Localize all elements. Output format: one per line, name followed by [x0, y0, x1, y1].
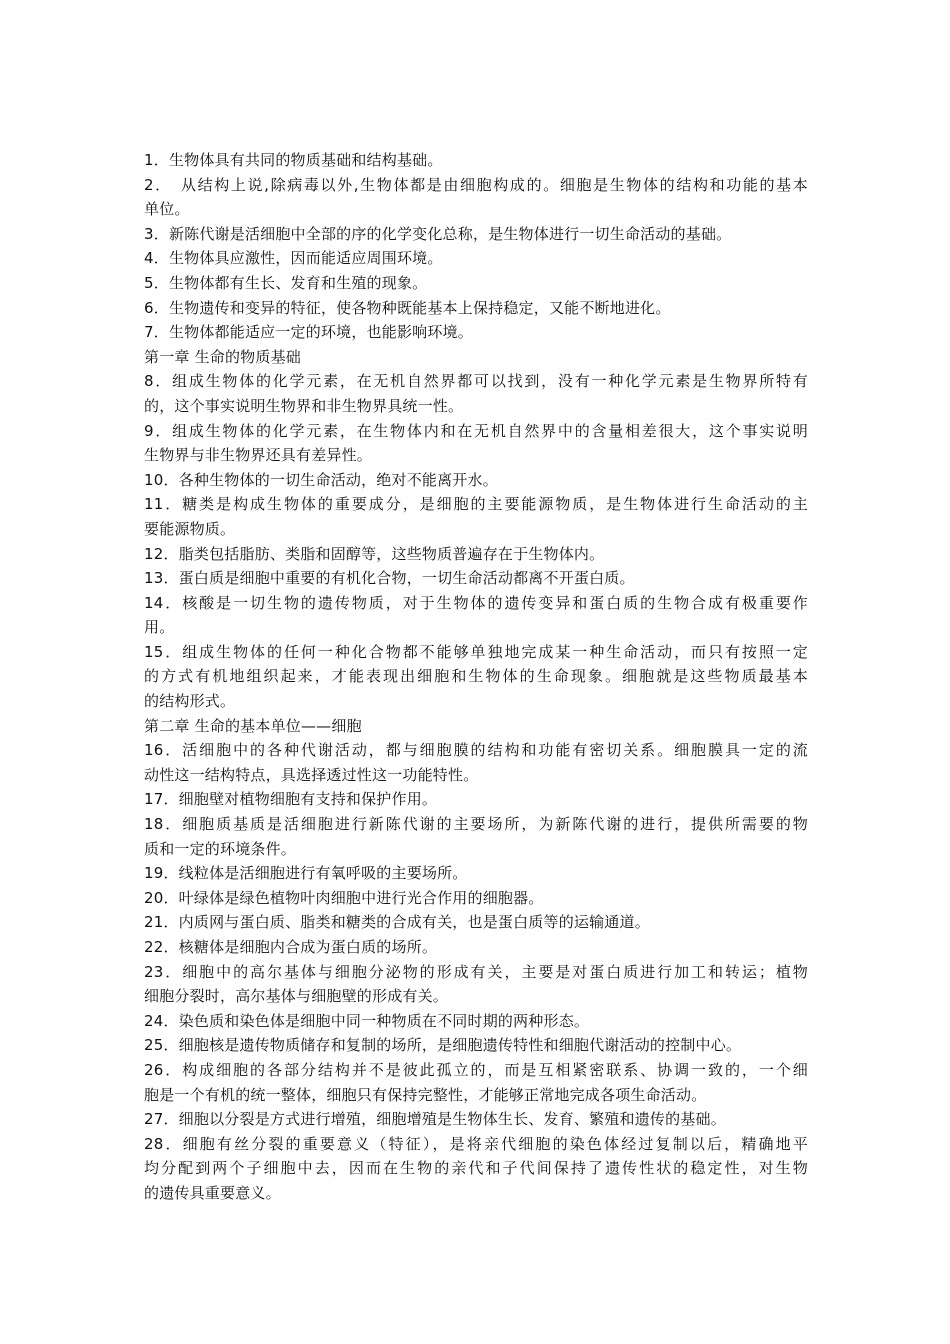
text-line: 动性这一结构特点，具选择透过性这一功能特性。	[144, 765, 479, 784]
text-line: 18．细胞质基质是活细胞进行新陈代谢的主要场所，为新陈代谢的进行，提供所需要的物	[144, 815, 808, 834]
text-line: 5．生物体都有生长、发育和生殖的现象。	[144, 273, 428, 292]
text-line: 10．各种生物体的一切生命活动，绝对不能离开水。	[144, 470, 498, 489]
text-line: 细胞分裂时，高尔基体与细胞壁的形成有关。	[144, 987, 449, 1006]
text-line: 1．生物体具有共同的物质基础和结构基础。	[144, 151, 443, 169]
text-line: 24．染色质和染色体是细胞中同一种物质在不同时期的两种形态。	[144, 1011, 590, 1030]
text-line: 的方式有机地组织起来，才能表现出细胞和生物体的生命现象。细胞就是这些物质最基本	[144, 667, 808, 686]
text-line: 20．叶绿体是绿色植物叶肉细胞中进行光合作用的细胞器。	[144, 888, 544, 907]
text-line: 胞是一个有机的统一整体，细胞只有保持完整性，才能够正常地完成各项生命活动。	[144, 1085, 707, 1104]
text-line: 14．核酸是一切生物的遗传物质，对于生物体的遗传变异和蛋白质的生物合成有极重要作	[144, 593, 808, 612]
text-line: 6．生物遗传和变异的特征，使各物种既能基本上保持稳定，又能不断地进化。	[144, 298, 671, 317]
text-line: 19．线粒体是活细胞进行有氧呼吸的主要场所。	[144, 864, 468, 883]
text-line: 的，这个事实说明生物界和非生物界具统一性。	[144, 396, 464, 415]
text-line: 4．生物体具应激性，因而能适应周围环境。	[144, 249, 443, 268]
text-line: 12．脂类包括脂肪、类脂和固醇等，这些物质普遍存在于生物体内。	[144, 544, 605, 563]
text-line: 生物界与非生物界还具有差异性。	[144, 446, 373, 465]
text-line: 16．活细胞中的各种代谢活动，都与细胞膜的结构和功能有密切关系。细胞膜具一定的流	[144, 741, 808, 760]
text-line: 7．生物体都能适应一定的环境，也能影响环境。	[144, 323, 473, 342]
text-line: 3．新陈代谢是活细胞中全部的序的化学变化总称，是生物体进行一切生命活动的基础。	[144, 224, 732, 243]
document-page	[144, 148, 808, 1206]
text-line: 25．细胞核是遗传物质储存和复制的场所，是细胞遗传特性和细胞代谢活动的控制中心。	[144, 1036, 742, 1055]
text-line: 要能源物质。	[144, 519, 236, 538]
text-line: 用。	[144, 618, 175, 637]
text-line: 8．组成生物体的化学元素，在无机自然界都可以找到，没有一种化学元素是生物界所特有	[144, 372, 808, 391]
text-line: 单位。	[144, 200, 190, 219]
text-line: 2． 从结构上说,除病毒以外,生物体都是由细胞构成的。细胞是生物体的结构和功能的基本	[144, 175, 808, 194]
text-line: 26．构成细胞的各部分结构并不是彼此孤立的，而是互相紧密联系、协调一致的，一个细	[144, 1060, 808, 1079]
text-line: 11．糖类是构成生物体的重要成分，是细胞的主要能源物质，是生物体进行生命活动的主	[144, 495, 808, 514]
text-line: 28．细胞有丝分裂的重要意义（特征），是将亲代细胞的染色体经过复制以后，精确地平	[144, 1134, 808, 1153]
text-line: 的遗传具重要意义。	[144, 1183, 281, 1202]
text-line: 的结构形式。	[144, 692, 236, 711]
text-line: 质和一定的环境条件。	[144, 839, 297, 858]
text-line: 第二章 生命的基本单位——细胞	[144, 716, 362, 735]
text-line: 13．蛋白质是细胞中重要的有机化合物，一切生命活动都离不开蛋白质。	[144, 569, 635, 588]
text-line: 27．细胞以分裂是方式进行增殖，细胞增殖是生物体生长、发育、繁殖和遗传的基础。	[144, 1110, 726, 1129]
text-line: 9．组成生物体的化学元素，在生物体内和在无机自然界中的含量相差很大，这个事实说明	[144, 421, 808, 440]
text-line: 15．组成生物体的任何一种化合物都不能够单独地完成某一种生命活动，而只有按照一定	[144, 642, 808, 661]
text-line: 均分配到两个子细胞中去，因而在生物的亲代和子代间保持了遗传性状的稳定性，对生物	[144, 1159, 808, 1178]
text-line: 17．细胞壁对植物细胞有支持和保护作用。	[144, 790, 438, 809]
text-line: 第一章 生命的物质基础	[144, 347, 301, 366]
text-line: 22．核糖体是细胞内合成为蛋白质的场所。	[144, 938, 438, 956]
text-line: 21．内质网与蛋白质、脂类和糖类的合成有关，也是蛋白质等的运输通道。	[144, 913, 650, 932]
text-line: 23．细胞中的高尔基体与细胞分泌物的形成有关，主要是对蛋白质进行加工和转运；植物	[144, 962, 808, 981]
